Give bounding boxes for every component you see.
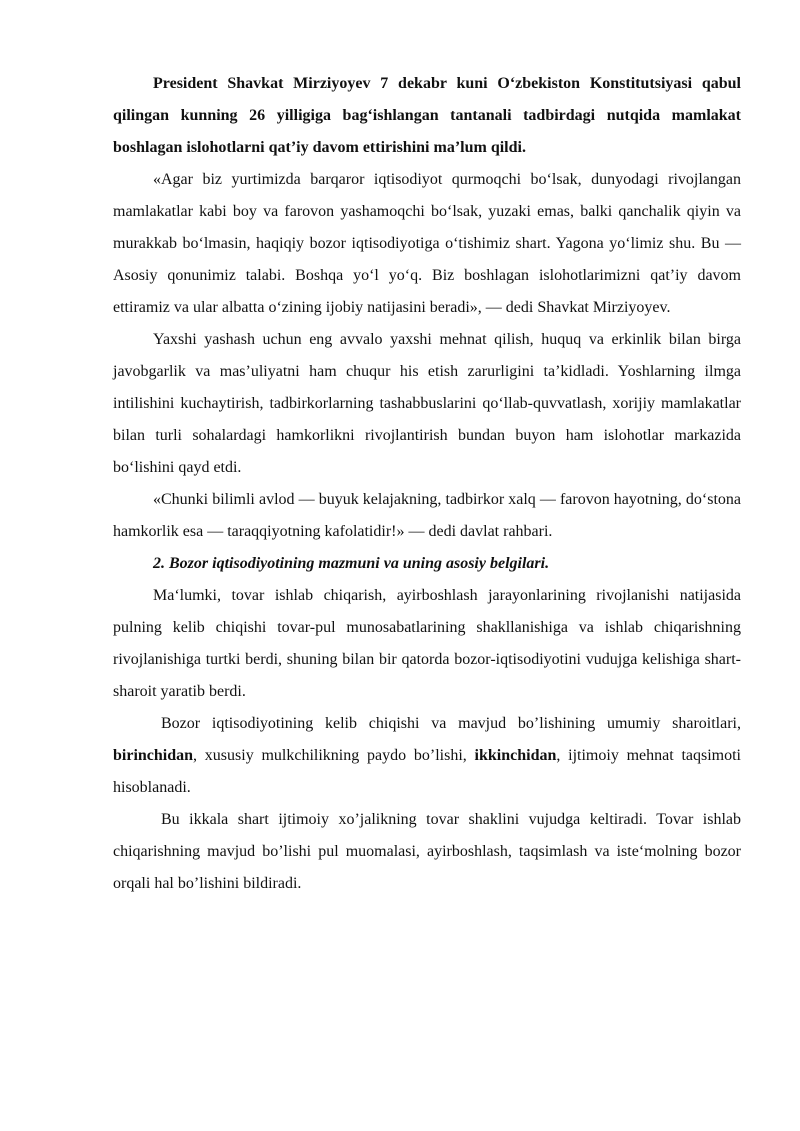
para4-end: , ijtimoiy mehnat taqsimoti hisoblanadi. xyxy=(113,747,741,796)
body-paragraph-3: Ma‘lumki, tovar ishlab chiqarish, ayirboshlash jarayonlarining rivojlanishi natijasida pulning kelib chiqishi tovar-pul munosabatlarining shakllanishiga va ishlab chiqarishning rivojlanishiga turtki berdi, shuning bilan bir qatorda bozor-iqtisodiyotini vudujga kelishiga shart-sharoit yaratib berdi. xyxy=(113,587,741,700)
body-paragraph-5: Bu ikkala shart ijtimoiy xo’jalikning tovar shaklini vujudga keltiradi. Tovar ishlab chiqarishning mavjud bo’lishi pul muomalasi, ayirboshlash, taqsimlash va iste‘molning bozor orqali hal bo’lishini bildiradi. xyxy=(113,811,741,892)
quote-paragraph-2: «Chunki bilimli avlod — buyuk kelajakning, tadbirkor xalq — farovon hayotning, do‘stona hamkorlik esa — taraqqiyotning kafolatidir!» — dedi davlat rahbari. xyxy=(113,491,741,540)
section-heading: 2. Bozor iqtisodiyotining mazmuni va uning asosiy belgilari. xyxy=(153,555,550,572)
para4-bold-second: ikkinchidan xyxy=(474,747,557,764)
para4-start: Bozor iqtisodiyotining kelib chiqishi va mavjud bo’lishining umumiy sharoitlari, xyxy=(161,715,741,732)
para4-bold-first: birinchidan xyxy=(113,747,194,764)
document-page xyxy=(113,68,741,900)
para4-middle: , xususiy mulkchilikning paydo bo’lishi, xyxy=(193,747,475,764)
body-paragraph-2: Yaxshi yashash uchun eng avvalo yaxshi mehnat qilish, huquq va erkinlik bilan birga javobgarlik va mas’uliyatni ham chuqur his etish zarurligini ta’kidladi. Yoshlarning ilmga intilishini kuchaytirish, tadbirkorlarning tashabbuslarini qo‘llab-quvvatlash, xorijiy mamlakatlar bilan turli sohalardagi hamkorlikni rivojlantirish bundan buyon ham islohotlar markazida bo‘lishini qayd etdi. xyxy=(113,331,741,476)
quote-paragraph-1: «Agar biz yurtimizda barqaror iqtisodiyot qurmoqchi bo‘lsak, dunyodagi rivojlangan mamlakatlar kabi boy va farovon yashamoqchi bo‘lsak, yuzaki emas, balki qanchalik qiyin va murakkab bo‘lmasin, haqiqiy bozor iqtisodiyotiga o‘tishimiz shart. Yagona yo‘limiz shu. Bu — Asosiy qonunimiz talabi. Boshqa yo‘l yo‘q. Biz boshlagan islohotlarimizni qat’iy davom ettiramiz va ular albatta o‘zining ijobiy natijasini beradi», — dedi Shavkat Mirziyoyev. xyxy=(113,171,741,316)
body-paragraph-4 xyxy=(113,708,741,804)
intro-paragraph: President Shavkat Mirziyoyev 7 dekabr kuni O‘zbekiston Konstitutsiyasi qabul qilingan kunning 26 yilligiga bag‘ishlangan tantanali tadbirdagi nutqida mamlakat boshlagan islohotlarni qat’iy davom ettirishini ma’lum qildi. xyxy=(113,75,741,156)
